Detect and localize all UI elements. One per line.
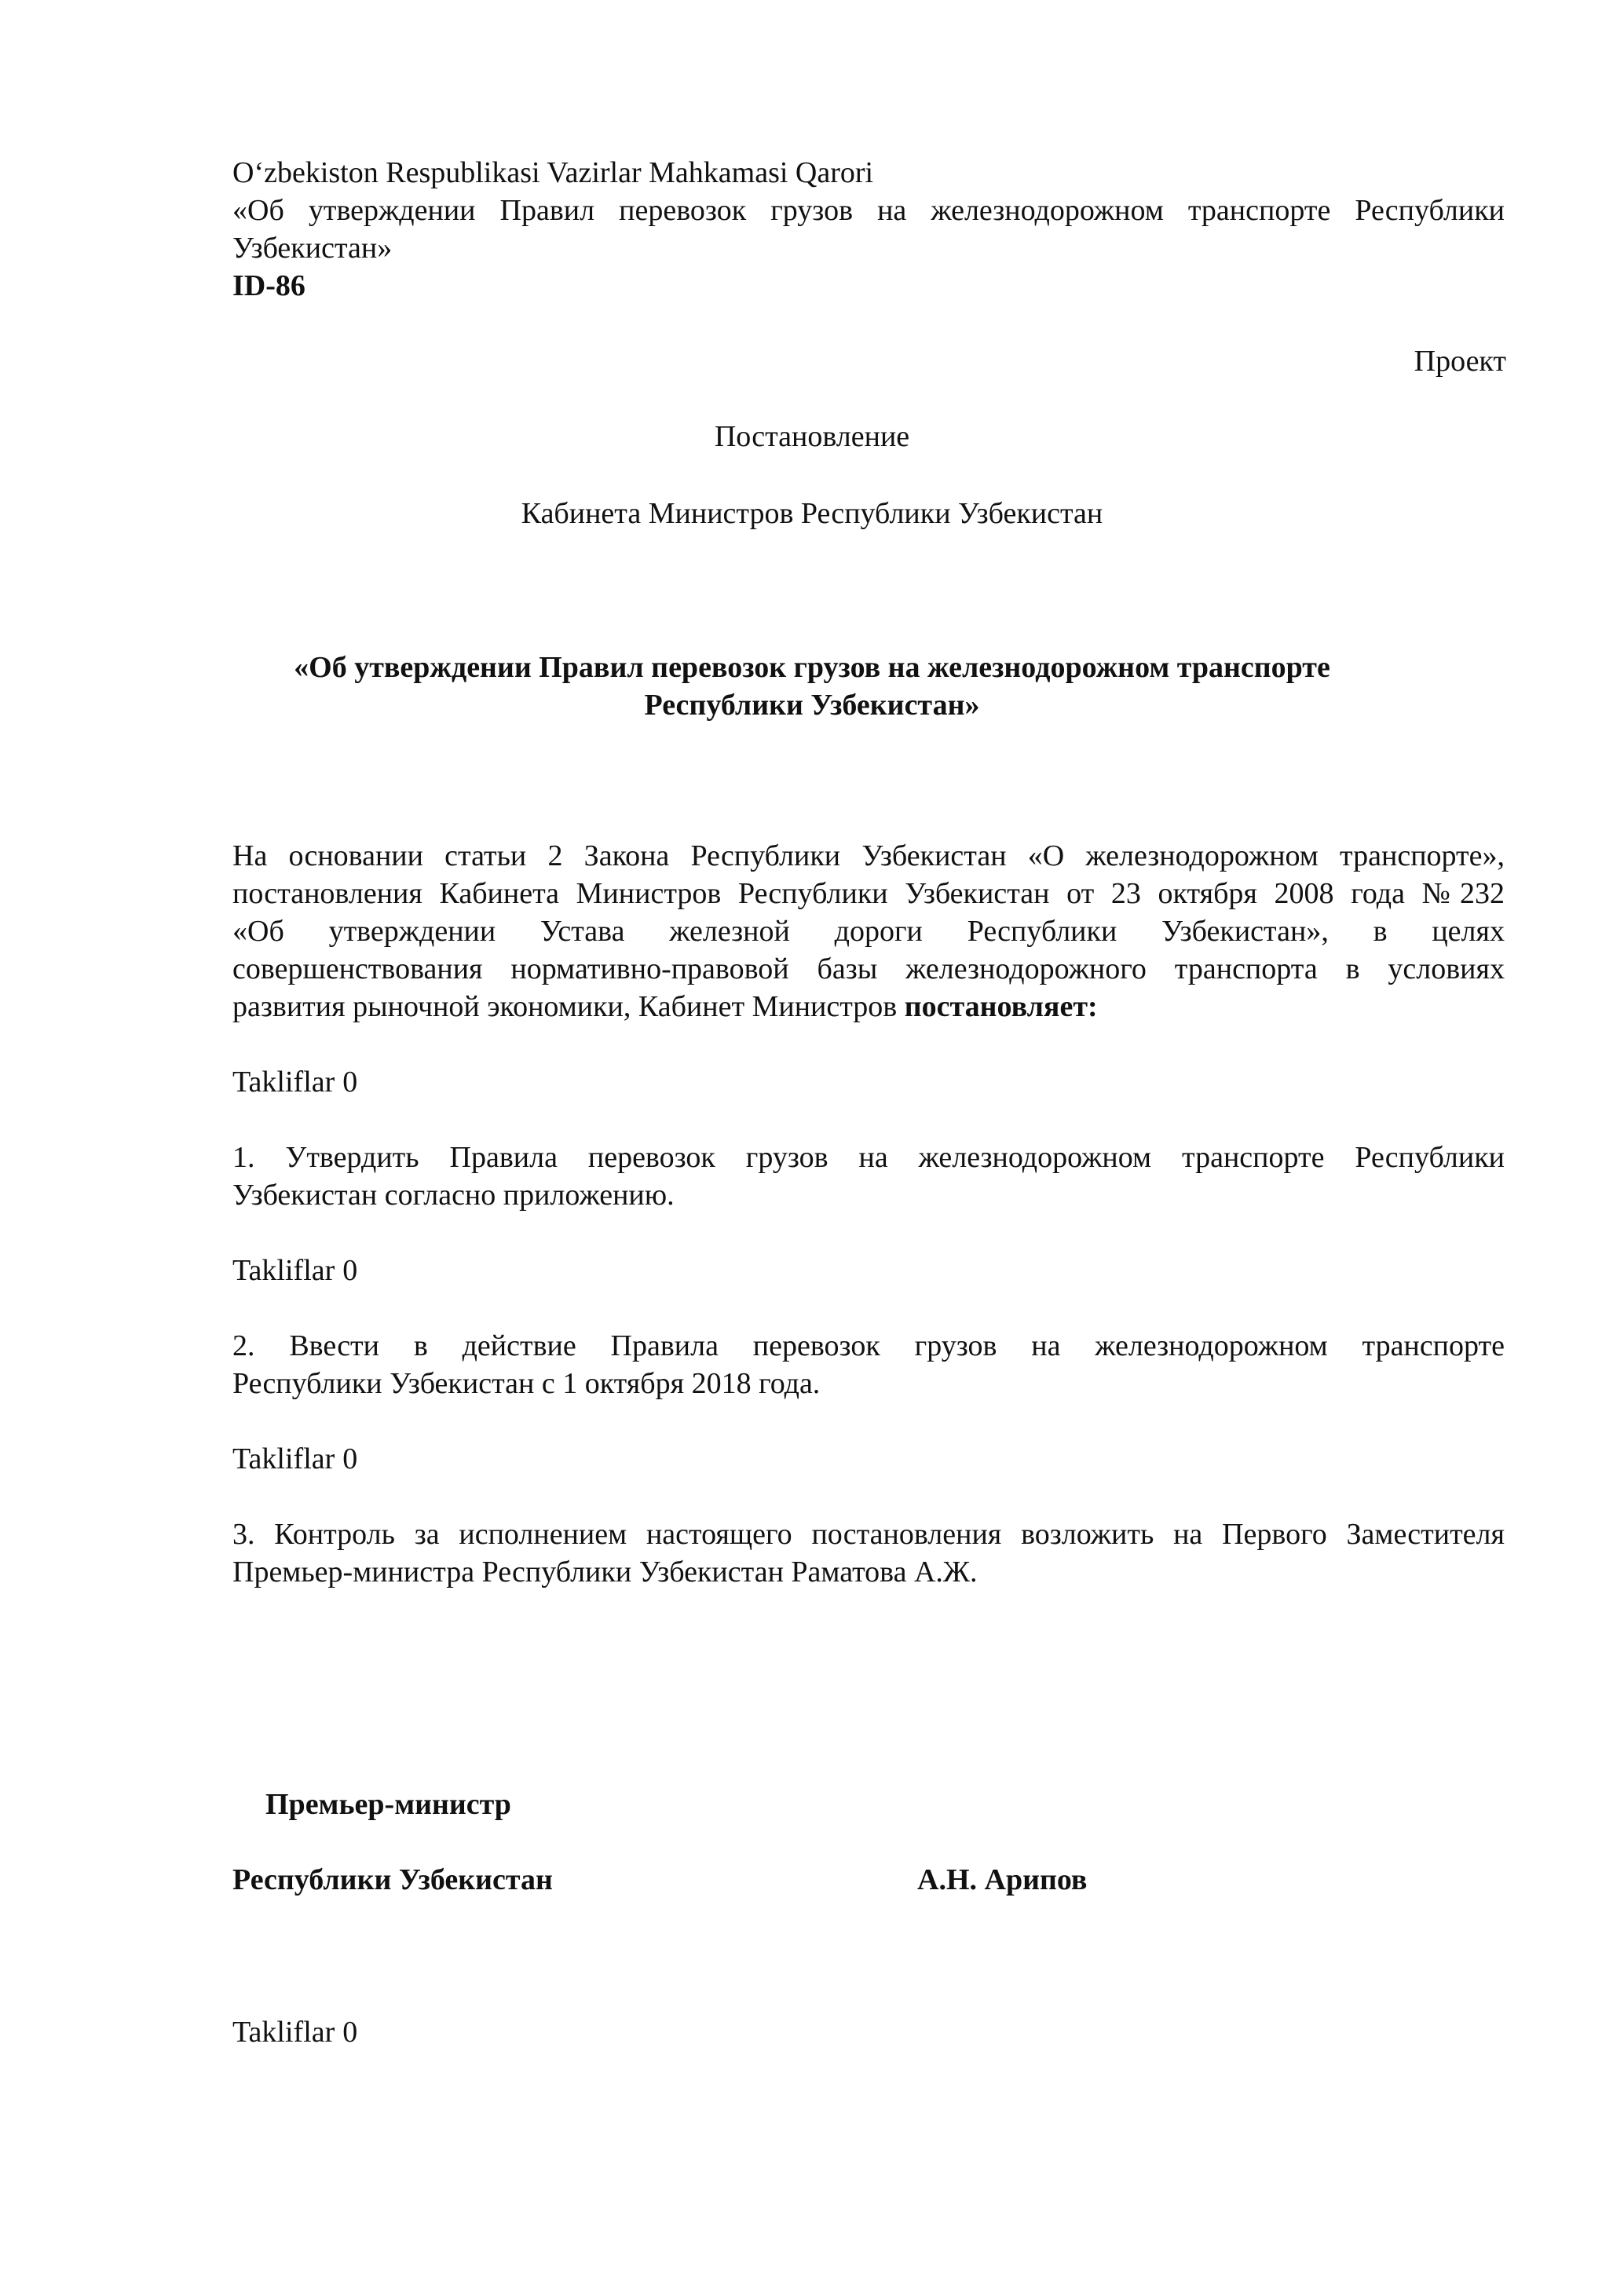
signatory-position-1: Премьер-министр	[265, 1788, 511, 1821]
document-id: ID-86	[232, 269, 305, 302]
preamble-line-2: постановления Кабинета Министров Республики Узбекистан от 23 октября 2008 года №232	[232, 877, 1505, 910]
decree-title: Постановление	[714, 420, 910, 453]
main-title-line-1: «Об утверждении Правил перевозок грузов на железнодорожном транспорте	[294, 651, 1330, 684]
item-3-line-1: 3. Контроль за исполнением настоящего постановления возложить на Первого Заместителя	[232, 1518, 1505, 1551]
proposals-label: Takliflar	[232, 1442, 335, 1475]
main-title-line-2: Республики Узбекистан»	[644, 689, 980, 722]
proposals-counter[interactable]	[232, 2013, 357, 2051]
proposals-count: 0	[342, 1066, 358, 1099]
proposals-counter[interactable]	[232, 1063, 357, 1101]
decree-issuer: Кабинета Министров Республики Узбекистан	[521, 497, 1103, 530]
proposals-count: 0	[342, 1254, 358, 1287]
proposals-label: Takliflar	[232, 1066, 335, 1099]
proposals-label: Takliflar	[232, 1254, 335, 1287]
signatory-position-2: Республики Узбекистан	[232, 1863, 553, 1896]
preamble-line-5	[232, 988, 1098, 1026]
header-line-3: Узбекистан»	[232, 232, 393, 265]
proposals-count: 0	[342, 2016, 358, 2049]
signatory-name: А.Н. Арипов	[917, 1863, 1088, 1896]
preamble-line-3: «Об утверждении Устава железной дороги Республики Узбекистан», в целях	[232, 915, 1505, 948]
item-2-line-1: 2. Ввести в действие Правила перевозок грузов на железнодорожном транспорте	[232, 1329, 1505, 1362]
proposals-counter[interactable]	[232, 1252, 357, 1289]
item-1-line-1: 1. Утвердить Правила перевозок грузов на железнодорожном транспорте Республики	[232, 1141, 1505, 1174]
proposals-counter[interactable]	[232, 1440, 357, 1478]
header-line-1: Oʻzbekiston Respublikasi Vazirlar Mahkamasi Qarori	[232, 156, 874, 189]
preamble-line-1: На основании статьи 2 Закона Республики Узбекистан «О железнодорожном транспорте»,	[232, 839, 1505, 872]
item-3-line-2: Премьер-министра Республики Узбекистан Раматова А.Ж.	[232, 1556, 978, 1589]
proposals-count: 0	[342, 1442, 358, 1475]
preamble-line-5-text: развития рыночной экономики, Кабинет Министров	[232, 990, 905, 1023]
proposals-label: Takliflar	[232, 2016, 335, 2049]
preamble-line-4: совершенствования нормативно-правовой базы железнодорожного транспорта в условиях	[232, 952, 1505, 985]
item-1-line-2: Узбекистан согласно приложению.	[232, 1179, 675, 1212]
header-line-2: «Об утверждении Правил перевозок грузов на железнодорожном транспорте Республики	[232, 194, 1505, 227]
draft-status: Проект	[1414, 345, 1506, 378]
item-2-line-2: Республики Узбекистан с 1 октября 2018 года.	[232, 1367, 821, 1400]
preamble-resolves: постановляет:	[904, 990, 1098, 1023]
